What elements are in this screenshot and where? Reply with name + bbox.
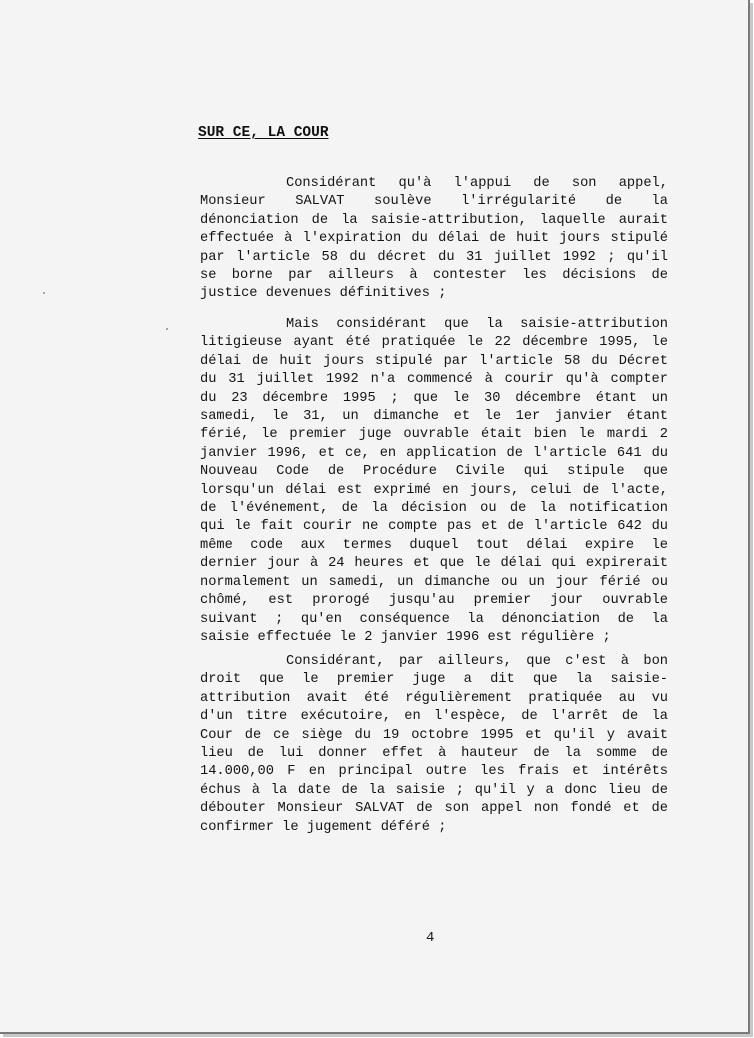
scan-speck <box>43 292 45 294</box>
paragraph-1 <box>200 175 668 304</box>
paragraph-3 <box>200 653 668 837</box>
paragraph-line: justice devenues définitives ; <box>200 286 447 302</box>
paragraph-line: suivant ; qu'en conséquence la dénonciation de la <box>200 611 668 627</box>
paragraph-line: samedi, le 31, un dimanche et le 1er janvier étant <box>200 409 668 425</box>
paragraph-line: litigieuse ayant été pratiquée le 22 décembre 1995, le <box>200 335 668 351</box>
paragraph-line: effectuée à l'expiration du délai de huit jours stipulé <box>200 231 668 247</box>
paragraph-line: Mais considérant que la saisie-attribution <box>286 317 668 332</box>
page-number: 4 <box>426 930 435 946</box>
paragraph-line: janvier 1996, et ce, en application de l'article 641 du <box>200 445 668 461</box>
scan-speck <box>166 328 168 330</box>
paragraph-2 <box>200 316 668 647</box>
paragraph-line: se borne par ailleurs à contester les décisions de <box>200 268 668 284</box>
paragraph-line: qui le fait courir ne compte pas et de l'article 642 du <box>200 519 668 535</box>
paragraph-line: Nouveau Code de Procédure Civile qui stipule que <box>200 464 668 480</box>
paragraph-line: lieu de lui donner effet à hauteur de la somme de <box>200 746 668 762</box>
paragraph-line: lorsqu'un délai est exprimé en jours, celui de l'acte, <box>200 482 668 498</box>
paragraph-line: par l'article 58 du décret du 31 juillet 1992 ; qu'il <box>200 249 668 265</box>
paragraph-line: dénonciation de la saisie-attribution, laquelle aurait <box>200 212 668 228</box>
paragraph-line: Considérant, par ailleurs, que c'est à bon <box>286 654 668 669</box>
paragraph-line: chômé, est prorogé jusqu'au premier jour ouvrable <box>200 593 668 609</box>
paragraph-line: débouter Monsieur SALVAT de son appel non fondé et de <box>200 801 668 817</box>
paragraph-line: d'un titre exécutoire, en l'espèce, de l'arrêt de la <box>200 709 668 725</box>
paragraph-line: délai de huit jours stipulé par l'article 58 du Décret <box>200 353 668 369</box>
paragraph-line: Considérant qu'à l'appui de son appel, <box>286 176 668 191</box>
paragraph-line: 14.000,00 F en principal outre les frais et intérêts <box>200 764 668 780</box>
section-heading: SUR CE, LA COUR <box>198 125 329 141</box>
paragraph-line: Monsieur SALVAT soulève l'irrégularité de la <box>200 194 668 210</box>
paragraph-line: du 31 juillet 1992 n'a commencé à courir qu'à compter <box>200 372 668 388</box>
paragraph-line: échus à la date de la saisie ; qu'il y a donc lieu de <box>200 782 668 798</box>
paragraph-line: confirmer le jugement déféré ; <box>200 819 447 835</box>
paragraph-line: normalement un samedi, un dimanche ou un jour férié ou <box>200 574 668 590</box>
paragraph-line: saisie effectuée le 2 janvier 1996 est régulière ; <box>200 629 611 645</box>
paragraph-line: férié, le premier juge ouvrable était bien le mardi 2 <box>200 427 668 443</box>
paragraph-line: Cour de ce siège du 19 octobre 1995 et qu'il y avait <box>200 727 668 743</box>
paragraph-line: dernier jour à 24 heures et que le délai qui expirerait <box>200 556 668 572</box>
paragraph-line: même code aux termes duquel tout délai expire le <box>200 537 668 553</box>
paragraph-line: droit que le premier juge a dit que la saisie- <box>200 672 668 688</box>
paragraph-line: de l'événement, de la décision ou de la notification <box>200 501 668 517</box>
paragraph-line: du 23 décembre 1995 ; que le 30 décembre étant un <box>200 390 668 406</box>
paragraph-line: attribution avait été régulièrement pratiquée au vu <box>200 690 668 706</box>
